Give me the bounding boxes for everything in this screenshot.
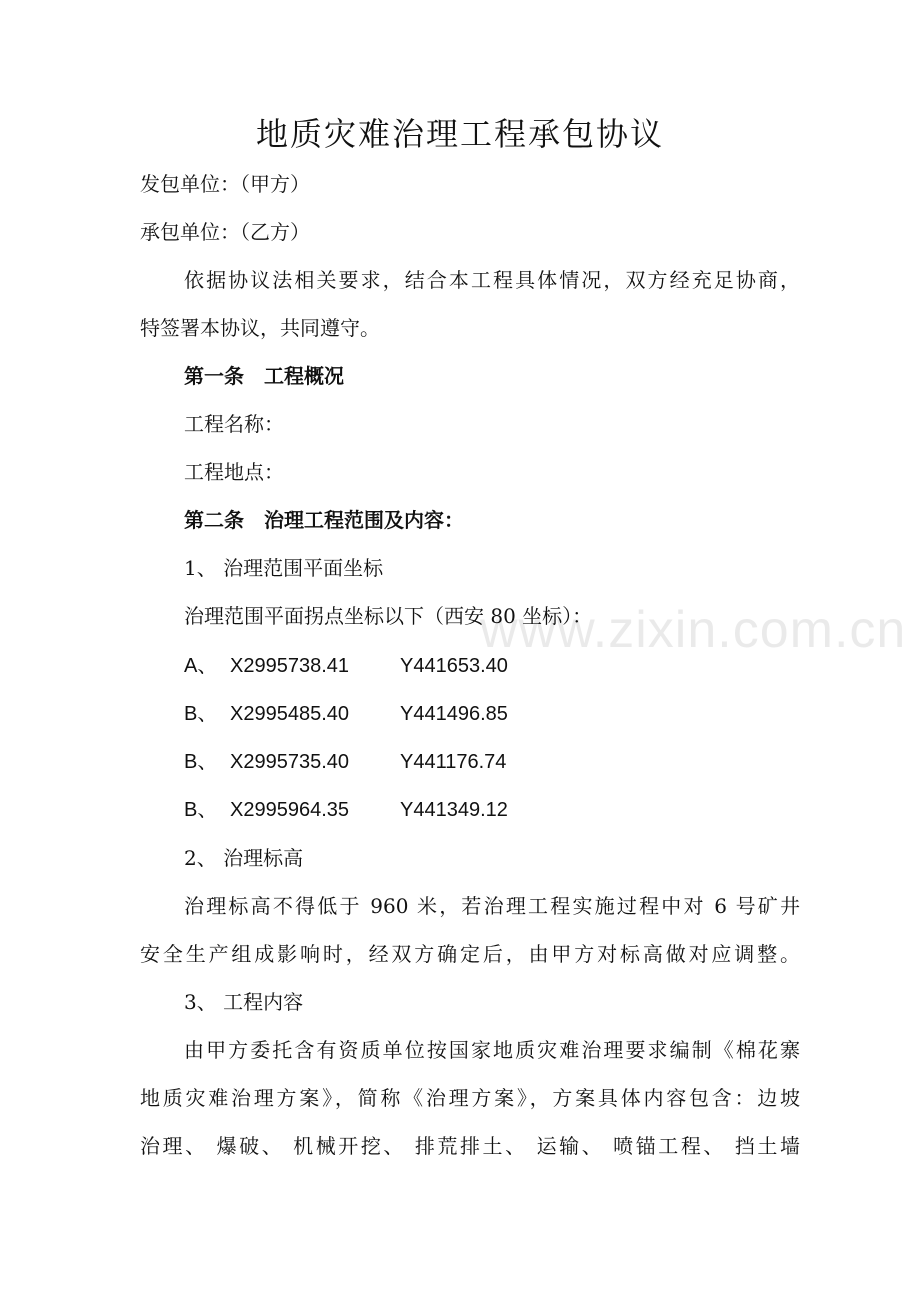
coordinate-x: X2995485.40 [230,703,350,725]
item-2-heading: 2、 治理标高 [184,846,304,870]
coordinate-y: Y441176.74 [400,751,507,773]
content-paragraph-line-3: 治理、 爆破、 机械开挖、 排荒排土、 运输、 喷锚工程、 挡土墙 [140,1134,800,1158]
intro-paragraph-line-1: 依据协议法相关要求，结合本工程具体情况，双方经充足协商， [184,268,800,292]
coordinate-label: B、 [184,799,218,821]
article-2-heading: 第二条 治理工程范围及内容： [184,508,464,532]
project-location-label: 工程地点： [184,460,284,484]
coordinate-y: Y441653.40 [400,655,508,677]
watermark: www.zixin.com.cn [480,601,907,659]
elevation-paragraph-line-2: 安全生产组成影响时，经双方确定后，由甲方对标高做对应调整。 [140,942,800,966]
item-3-heading: 3、 工程内容 [184,990,304,1014]
elevation-paragraph-line-1: 治理标高不得低于 960 米，若治理工程实施过程中对 6 号矿井 [184,894,800,918]
coordinates-intro: 治理范围平面拐点坐标以下（西安 80 坐标）： [184,604,593,628]
article-1-heading: 第一条 工程概况 [184,364,344,388]
coordinate-label: B、 [184,751,218,773]
content-paragraph-line-1: 由甲方委托含有资质单位按国家地质灾难治理要求编制《棉花寨 [184,1038,800,1062]
content-paragraph-line-2: 地质灾难治理方案》，简称《治理方案》，方案具体内容包含：边坡 [140,1086,800,1110]
project-name-label: 工程名称： [184,412,284,436]
coordinate-x: X2995735.40 [230,751,350,773]
coordinate-x: X2995964.35 [230,799,350,821]
coordinate-label: A、 [184,655,218,677]
coordinate-y: Y441349.12 [400,799,508,821]
coordinate-y: Y441496.85 [400,703,508,725]
document-title: 地质灾难治理工程承包协议 [255,115,664,153]
coordinate-label: B、 [184,703,218,725]
item-1-heading: 1、 治理范围平面坐标 [184,556,384,580]
coordinate-x: X2995738.41 [230,655,350,677]
intro-paragraph-line-2: 特签署本协议，共同遵守。 [140,316,380,340]
party-a-line: 发包单位：（甲方） [140,172,310,196]
party-b-line: 承包单位：（乙方） [140,220,310,244]
